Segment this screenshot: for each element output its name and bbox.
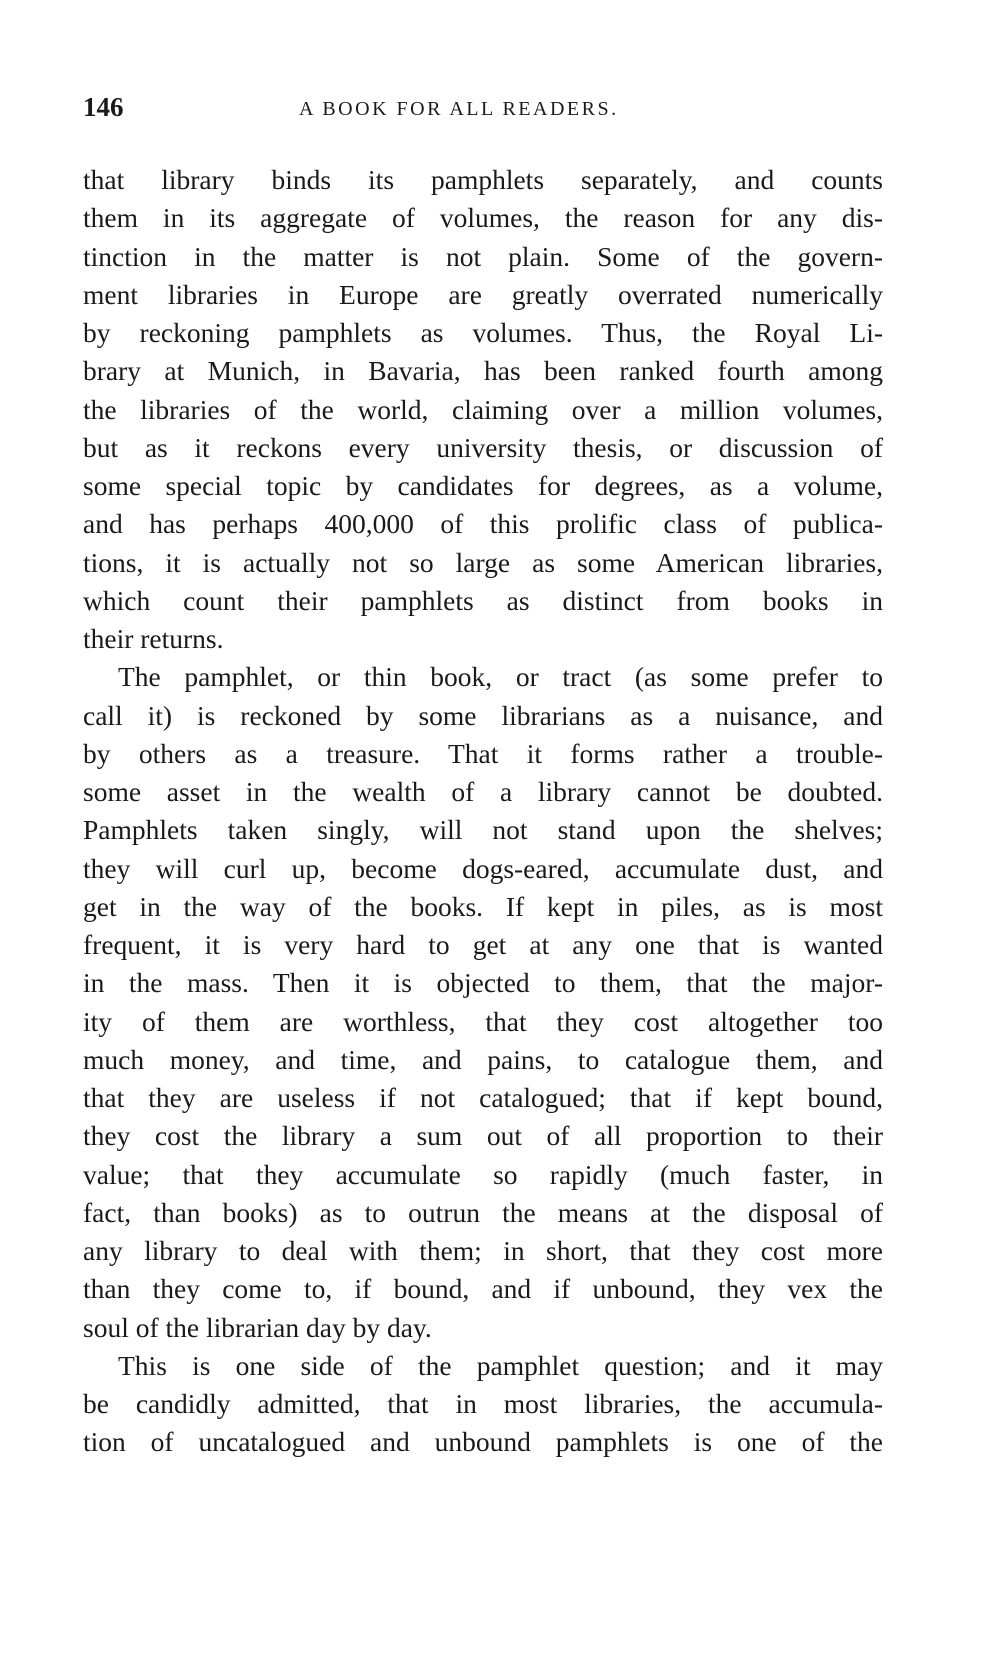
text-line: they cost the library a sum out of all proportion to their bbox=[83, 1120, 883, 1152]
paragraph bbox=[83, 161, 883, 658]
text-line: The pamphlet, or thin book, or tract (as some prefer to bbox=[118, 661, 883, 693]
page-header bbox=[83, 92, 883, 128]
text-line: by reckoning pamphlets as volumes. Thus, the Royal Li- bbox=[83, 317, 883, 348]
text-line: in the mass. Then it is objected to them, that the major- bbox=[83, 967, 883, 999]
text-line: that they are useless if not catalogued; that if kept bound, bbox=[83, 1082, 883, 1113]
text-line: their returns. bbox=[83, 623, 224, 654]
text-line: soul of the librarian day by day. bbox=[83, 1311, 432, 1343]
text-line: Pamphlets taken singly, will not stand upon the shelves; bbox=[83, 814, 883, 846]
text-line: that library binds its pamphlets separately, and counts bbox=[83, 164, 883, 195]
text-line: which count their pamphlets as distinct from books in bbox=[83, 584, 883, 616]
text-line: the libraries of the world, claiming over a million volumes, bbox=[83, 393, 883, 425]
paragraph bbox=[83, 1347, 883, 1462]
text-line: some asset in the wealth of a library cannot be doubted. bbox=[83, 776, 883, 807]
text-line: tinction in the matter is not plain. Some of the govern- bbox=[83, 240, 883, 272]
text-line: ity of them are worthless, that they cost altogether too bbox=[83, 1005, 883, 1037]
text-line: some special topic by candidates for degrees, as a volume, bbox=[83, 470, 883, 501]
text-line: This is one side of the pamphlet question; and it may bbox=[118, 1349, 883, 1381]
text-line: be candidly admitted, that in most libraries, the accumula- bbox=[83, 1388, 883, 1419]
text-line: get in the way of the books. If kept in piles, as is most bbox=[83, 890, 883, 922]
text-line: value; that they accumulate so rapidly (much faster, in bbox=[83, 1158, 883, 1190]
text-line: than they come to, if bound, and if unbound, they vex the bbox=[83, 1273, 883, 1305]
text-line: much money, and time, and pains, to catalogue them, and bbox=[83, 1043, 883, 1075]
text-line: by others as a treasure. That it forms rather a trouble- bbox=[83, 737, 883, 769]
paragraph bbox=[83, 658, 883, 1347]
running-head: A BOOK FOR ALL READERS. bbox=[299, 98, 619, 120]
text-line: any library to deal with them; in short, that they cost more bbox=[83, 1235, 883, 1266]
text-line: they will curl up, become dogs-eared, accumulate dust, and bbox=[83, 852, 883, 884]
text-line: call it) is reckoned by some librarians as a nuisance, and bbox=[83, 699, 883, 731]
text-line: frequent, it is very hard to get at any one that is wanted bbox=[83, 929, 883, 960]
page-number: 146 bbox=[83, 92, 124, 122]
text-line: brary at Munich, in Bavaria, has been ranked fourth among bbox=[83, 355, 883, 387]
text-line: them in its aggregate of volumes, the reason for any dis- bbox=[83, 202, 883, 234]
body-text bbox=[83, 161, 883, 1462]
text-line: tion of uncatalogued and unbound pamphlets is one of the bbox=[83, 1426, 883, 1458]
text-line: and has perhaps 400,000 of this prolific class of publica- bbox=[83, 508, 883, 540]
text-line: ment libraries in Europe are greatly overrated numerically bbox=[83, 278, 883, 310]
text-line: but as it reckons every university thesis, or discussion of bbox=[83, 431, 883, 463]
text-line: fact, than books) as to outrun the means at the disposal of bbox=[83, 1196, 883, 1228]
text-line: tions, it is actually not so large as some American libraries, bbox=[83, 546, 883, 578]
